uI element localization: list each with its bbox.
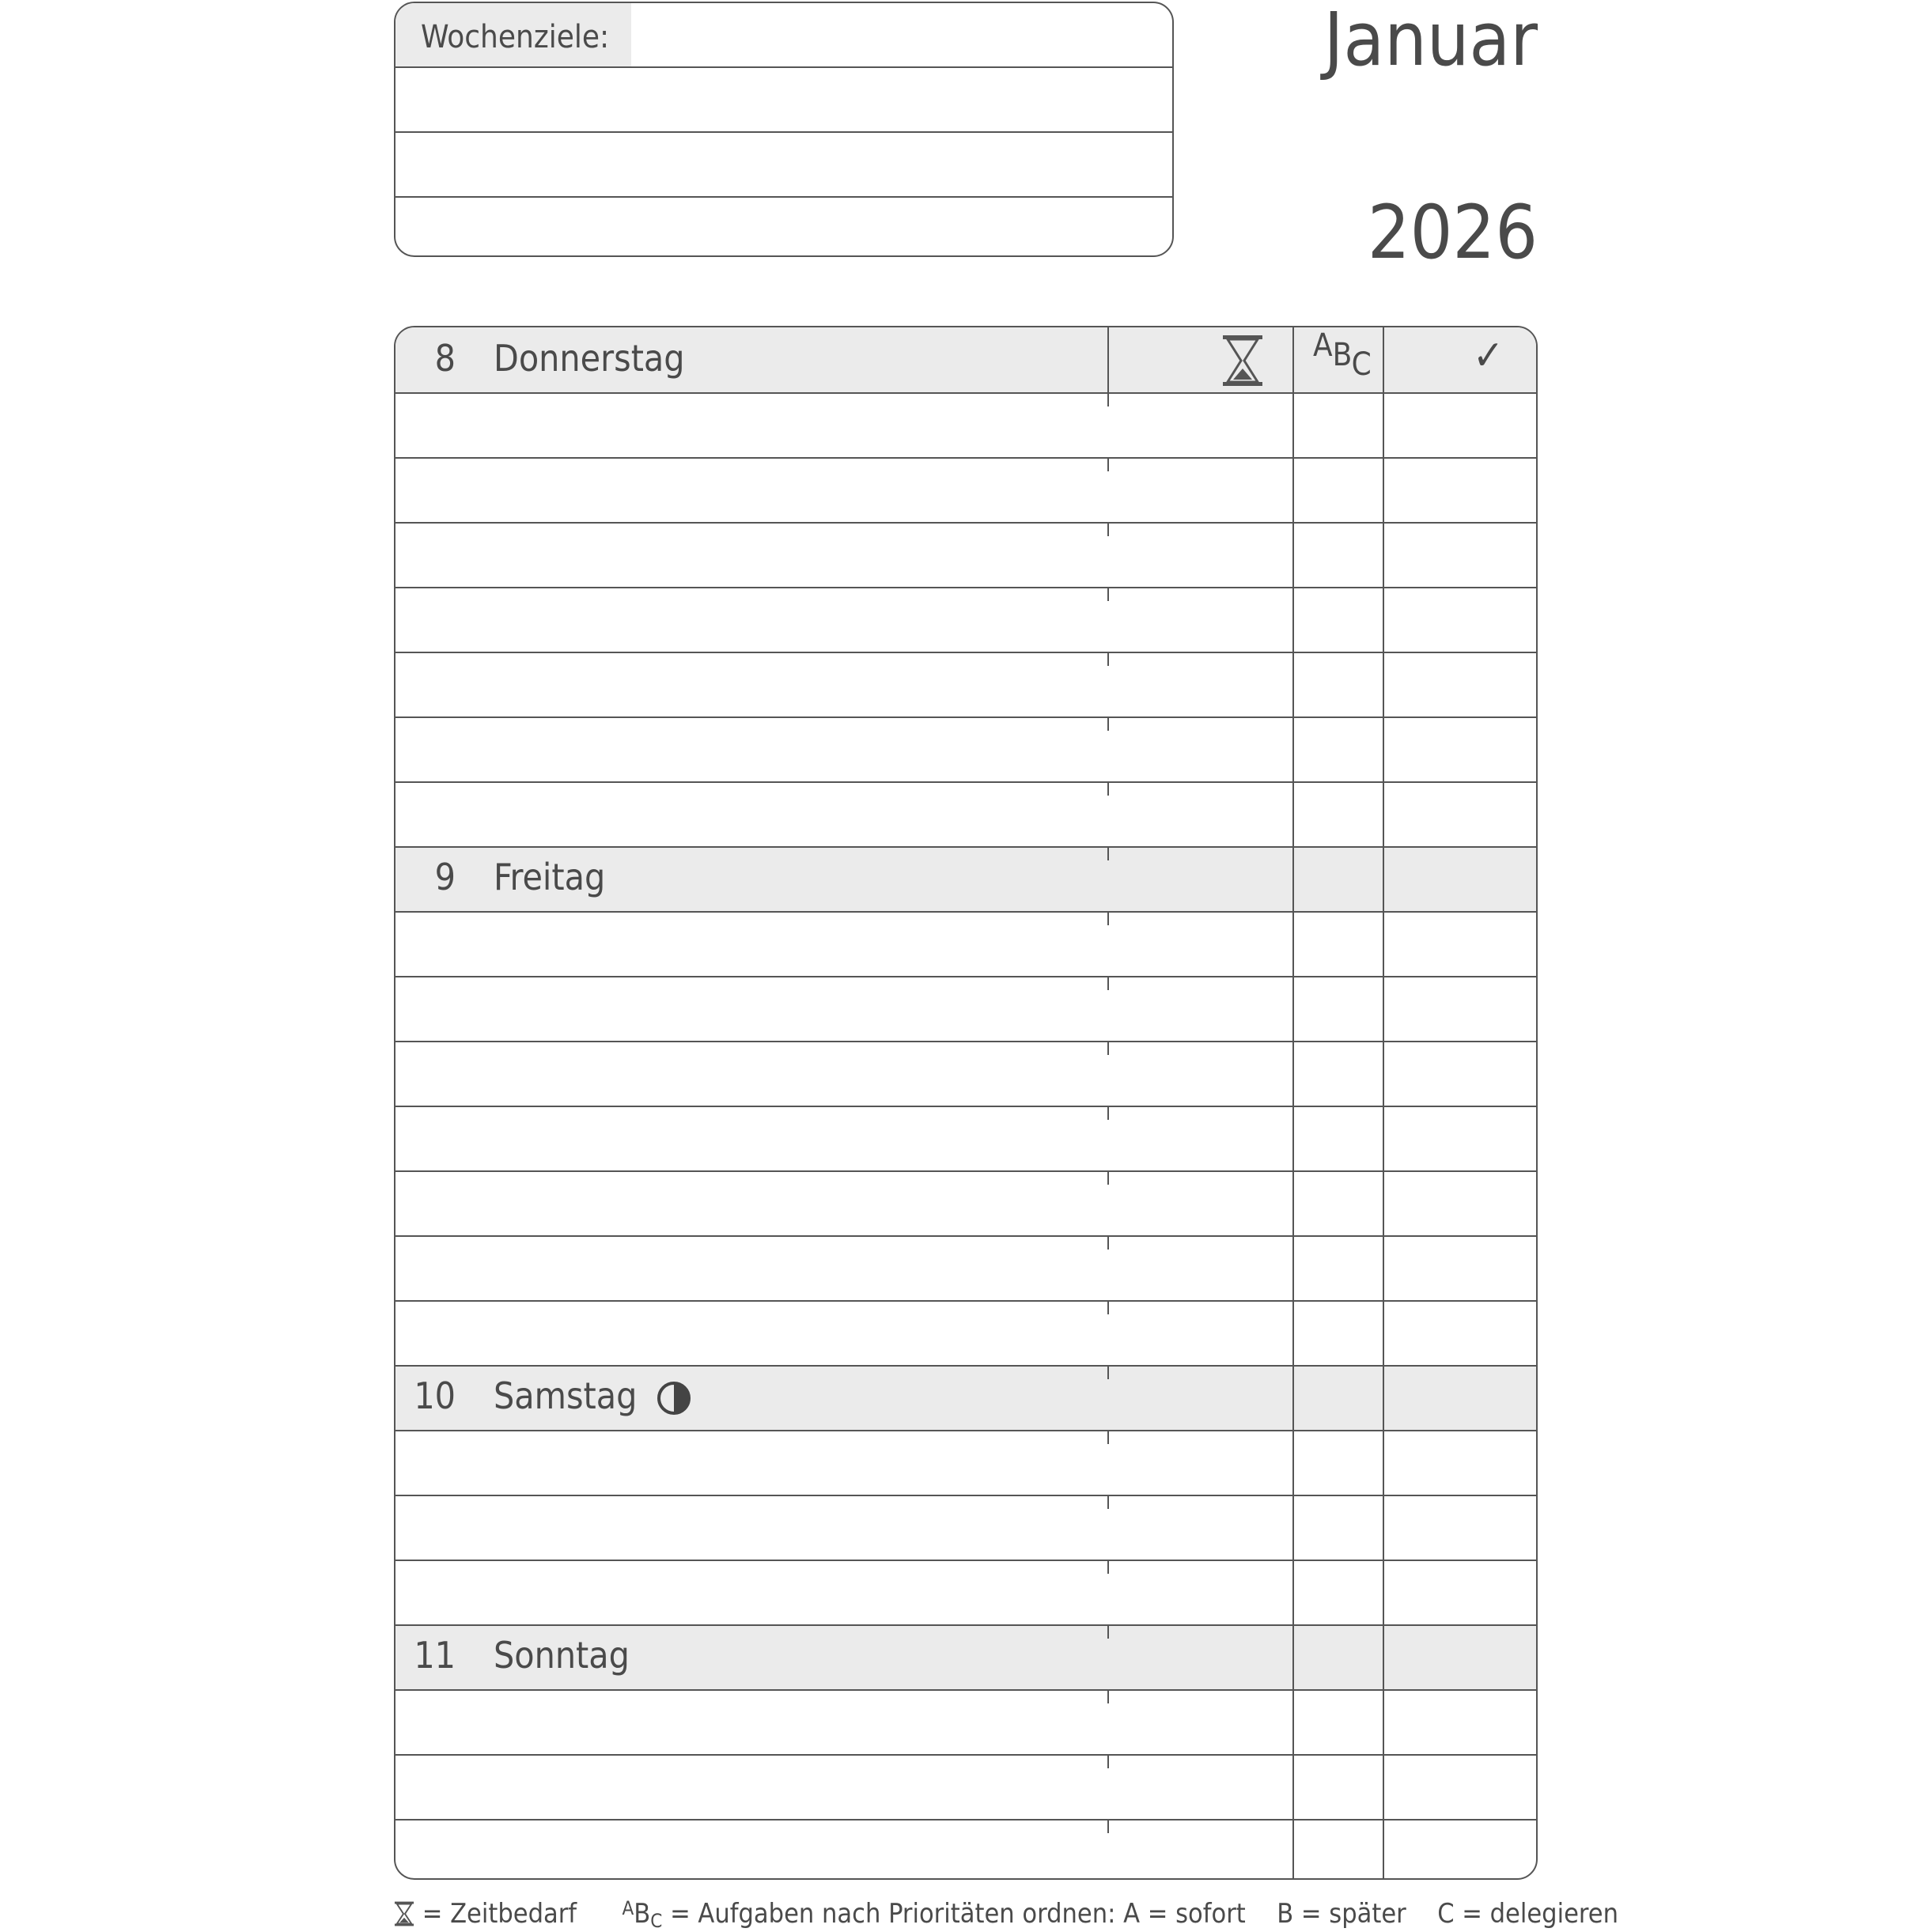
row-divider	[395, 1235, 1536, 1237]
day-number: 8	[434, 337, 456, 380]
time-column-tick	[1107, 1170, 1109, 1185]
legend-later: B = später	[1277, 1898, 1406, 1930]
row-divider	[395, 1624, 1536, 1626]
row-divider	[395, 1106, 1536, 1107]
goals-divider	[395, 196, 1172, 198]
row-divider	[395, 1300, 1536, 1302]
row-divider	[395, 1365, 1536, 1367]
row-divider	[395, 1430, 1536, 1431]
first-quarter-moon-icon	[657, 1381, 691, 1416]
day-number: 9	[434, 856, 456, 898]
legend-priorities: = Aufgaben nach Prioritäten ordnen: A = sofort	[670, 1898, 1246, 1930]
row-divider	[395, 522, 1536, 524]
day-number: 11	[414, 1634, 456, 1677]
legend-delegate: C = delegieren	[1437, 1898, 1618, 1930]
priority-abc-header	[1313, 327, 1372, 383]
time-column-tick	[1107, 1754, 1109, 1768]
day-number: 10	[414, 1374, 456, 1417]
time-column-tick	[1107, 1560, 1109, 1574]
column-divider-time-header	[1107, 327, 1109, 392]
legend-b: B	[634, 1898, 651, 1930]
day-name: Donnerstag	[494, 337, 685, 380]
time-column-tick	[1107, 652, 1109, 666]
row-divider	[395, 1041, 1536, 1042]
goals-divider	[395, 131, 1172, 133]
row-divider	[395, 652, 1536, 653]
time-column-tick	[1107, 781, 1109, 796]
row-divider	[395, 1560, 1536, 1561]
time-column-tick	[1107, 522, 1109, 536]
done-check-header: ✓	[1473, 332, 1504, 380]
time-column-tick	[1107, 1365, 1109, 1379]
year-title: 2026	[1367, 190, 1538, 276]
day-name: Samstag	[494, 1374, 638, 1417]
row-divider	[395, 587, 1536, 588]
time-column-tick	[1107, 1300, 1109, 1314]
row-divider	[395, 1495, 1536, 1496]
time-column-tick	[1107, 911, 1109, 925]
row-divider	[395, 457, 1536, 459]
row-divider	[395, 1819, 1536, 1820]
goals-divider	[395, 66, 1172, 68]
row-divider	[395, 1754, 1536, 1756]
weekly-goals-label: Wochenziele:	[395, 3, 631, 66]
month-title: Januar	[1323, 0, 1538, 83]
legend-time: = Zeitbedarf	[422, 1898, 577, 1930]
time-column-tick	[1107, 1819, 1109, 1833]
row-divider	[395, 976, 1536, 977]
day-name: Sonntag	[494, 1634, 630, 1677]
legend-a: A	[622, 1897, 634, 1919]
legend-c: C	[650, 1910, 663, 1932]
weekly-goals-box	[394, 2, 1174, 257]
row-divider	[395, 1689, 1536, 1691]
time-column-tick	[1107, 1624, 1109, 1639]
hourglass-icon	[1221, 334, 1264, 388]
time-column-tick	[1107, 846, 1109, 860]
time-column-tick	[1107, 1495, 1109, 1509]
time-column-tick	[1107, 1041, 1109, 1055]
row-divider	[395, 781, 1536, 783]
time-column-tick	[1107, 1430, 1109, 1444]
priority-c-label: C	[1351, 346, 1372, 383]
time-column-tick	[1107, 716, 1109, 731]
legend	[394, 1898, 1618, 1930]
time-column-tick	[1107, 587, 1109, 601]
time-column-tick	[1107, 1689, 1109, 1703]
priority-a-label: A	[1313, 327, 1333, 364]
row-divider	[395, 1170, 1536, 1172]
hourglass-icon	[394, 1900, 414, 1927]
column-divider-done	[1383, 327, 1384, 1878]
column-divider-priority	[1292, 327, 1294, 1878]
day-planner-grid	[394, 326, 1538, 1880]
time-column-tick	[1107, 1106, 1109, 1120]
row-divider	[395, 846, 1536, 848]
row-divider	[395, 392, 1536, 394]
day-name: Freitag	[494, 856, 606, 898]
time-column-tick	[1107, 392, 1109, 406]
time-column-tick	[1107, 457, 1109, 471]
time-column-tick	[1107, 976, 1109, 990]
row-divider	[395, 716, 1536, 718]
row-divider	[395, 911, 1536, 913]
priority-b-label: B	[1332, 337, 1352, 373]
time-column-tick	[1107, 1235, 1109, 1250]
